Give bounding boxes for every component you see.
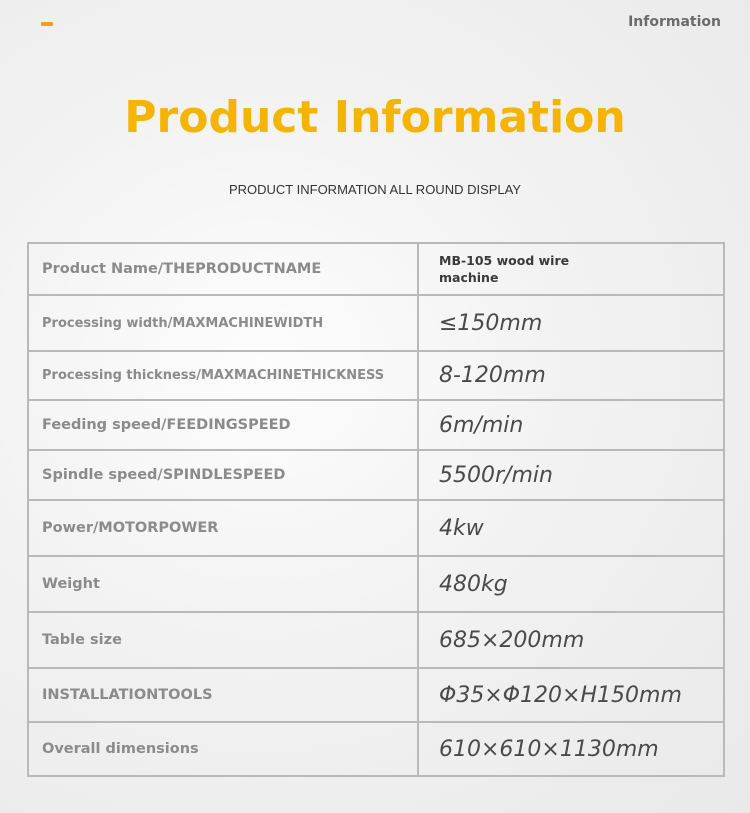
table-row	[28, 400, 724, 450]
spec-value: ≤150mm	[439, 310, 543, 336]
spec-value: MB-105 wood wire machine	[439, 253, 570, 285]
spec-label-cell	[28, 556, 418, 612]
table-row	[28, 722, 724, 776]
section-label: Information	[628, 14, 721, 30]
table-row	[28, 450, 724, 500]
accent-dash	[41, 22, 53, 26]
spec-value-cell	[418, 295, 724, 351]
spec-value-cell	[418, 351, 724, 400]
spec-label: Product Name/THEPRODUCTNAME	[42, 261, 322, 277]
spec-value-cell	[418, 612, 724, 668]
spec-table	[27, 242, 725, 777]
spec-value: 480kg	[439, 571, 508, 597]
spec-value-cell	[418, 400, 724, 450]
spec-value-cell	[418, 668, 724, 722]
spec-label-cell	[28, 722, 418, 776]
spec-label: Feeding speed/FEEDINGSPEED	[42, 417, 291, 433]
spec-value-cell	[418, 556, 724, 612]
table-row	[28, 351, 724, 400]
spec-label-cell	[28, 668, 418, 722]
spec-label-cell	[28, 500, 418, 556]
spec-value: 6m/min	[439, 412, 524, 438]
spec-value: 685×200mm	[439, 627, 585, 653]
spec-value-cell	[418, 500, 724, 556]
page-subtitle: PRODUCT INFORMATION ALL ROUND DISPLAY	[228, 182, 522, 197]
spec-value-cell	[418, 450, 724, 500]
spec-label-cell	[28, 612, 418, 668]
spec-value-cell	[418, 243, 724, 295]
spec-label: Overall dimensions	[42, 741, 199, 757]
table-row	[28, 612, 724, 668]
table-row	[28, 668, 724, 722]
table-row	[28, 295, 724, 351]
spec-label-cell	[28, 295, 418, 351]
spec-value: 4kw	[439, 515, 484, 541]
spec-value-cell	[418, 722, 724, 776]
spec-label-cell	[28, 243, 418, 295]
spec-label: Processing width/MAXMACHINEWIDTH	[42, 315, 324, 331]
spec-label: Table size	[42, 632, 122, 648]
spec-label: Spindle speed/SPINDLESPEED	[42, 467, 286, 483]
spec-value: 8-120mm	[439, 363, 546, 388]
table-row	[28, 500, 724, 556]
spec-label-cell	[28, 450, 418, 500]
spec-label: Processing thickness/MAXMACHINETHICKNESS	[42, 368, 385, 383]
spec-label: INSTALLATIONTOOLS	[42, 687, 213, 703]
spec-label: Power/MOTORPOWER	[42, 520, 219, 536]
table-row	[28, 243, 724, 295]
spec-value: Φ35×Φ120×H150mm	[439, 682, 682, 708]
spec-value: 5500r/min	[439, 462, 553, 488]
spec-value: 610×610×1130mm	[439, 736, 659, 762]
spec-label-cell	[28, 351, 418, 400]
spec-label-cell	[28, 400, 418, 450]
page-title: Product Information	[124, 92, 626, 143]
spec-label: Weight	[42, 576, 100, 592]
table-row	[28, 556, 724, 612]
